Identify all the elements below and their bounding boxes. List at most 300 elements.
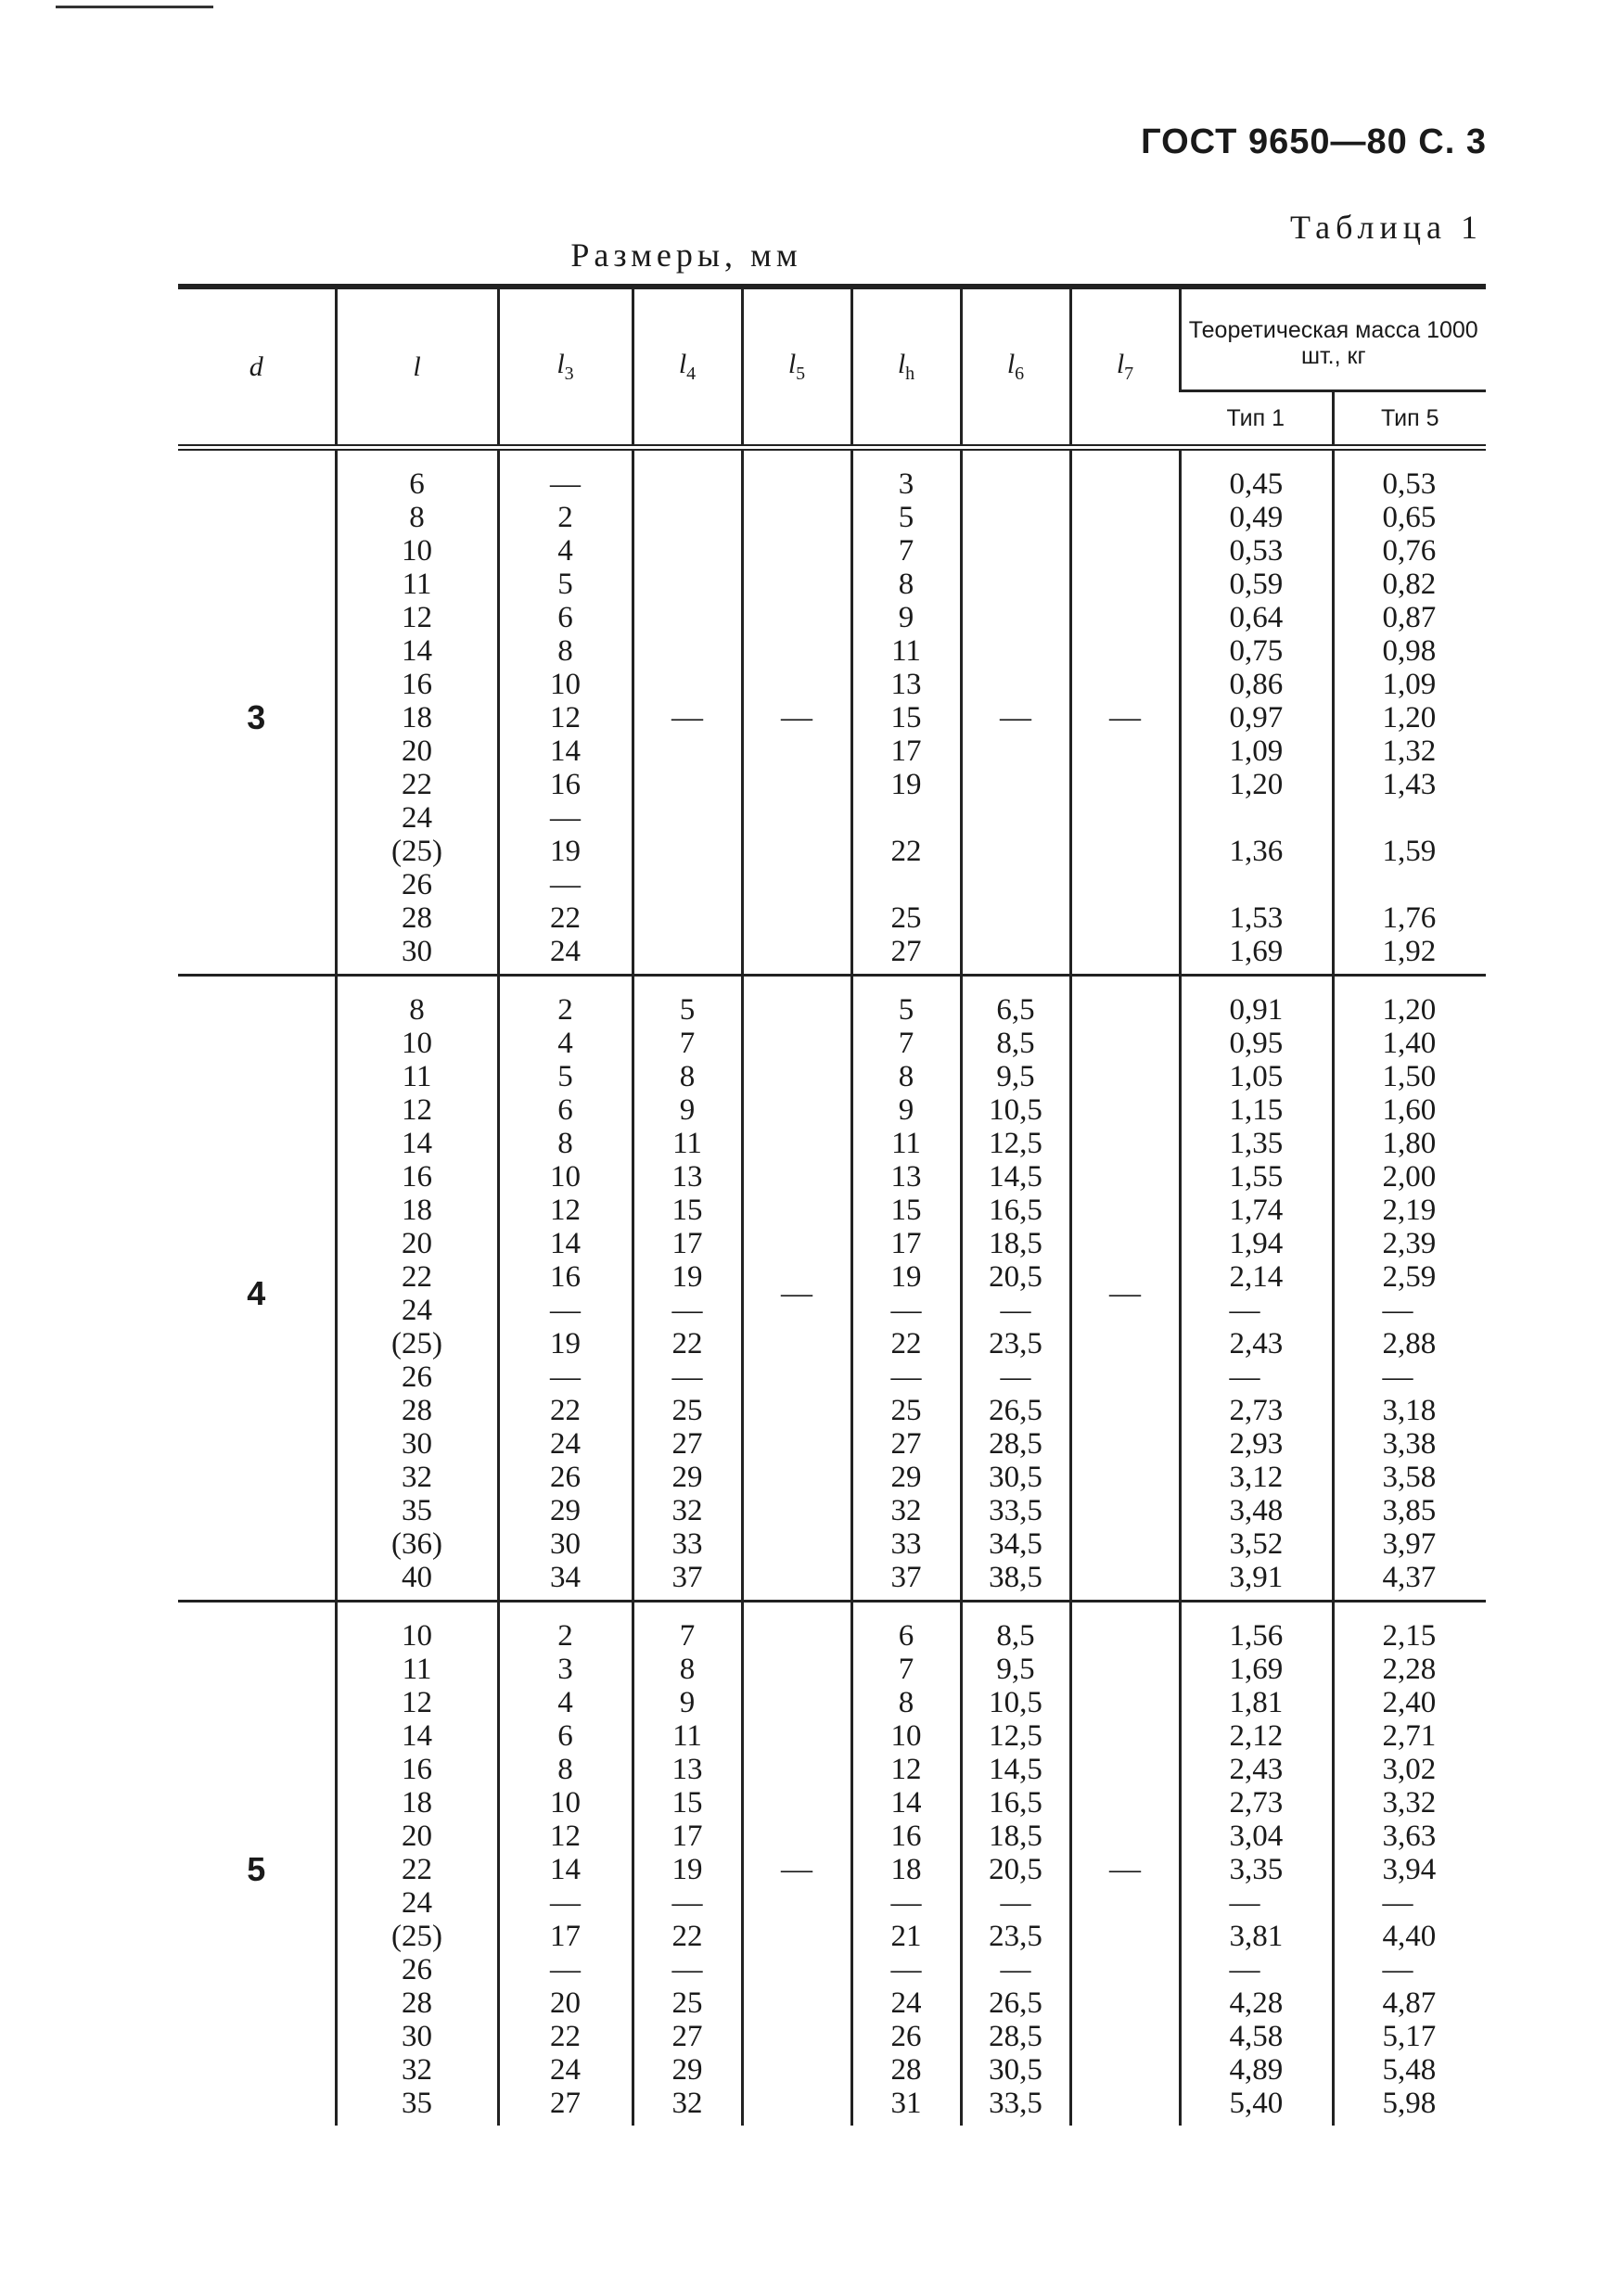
table-row <box>178 976 1486 1602</box>
cell-value: 5,98 <box>1382 2087 1437 2120</box>
cell-value: 10 <box>550 1160 581 1194</box>
cell-value: 27 <box>671 2020 703 2053</box>
cell-value: 3 <box>898 467 914 501</box>
cell-value: 1,59 <box>1382 835 1437 868</box>
cell-value: 3,32 <box>1382 1786 1437 1820</box>
cell-value: — <box>550 1360 581 1394</box>
cell-value: 1,09 <box>1229 734 1284 768</box>
cell-value: 0,53 <box>1229 534 1284 568</box>
cell-value: 17 <box>550 1920 581 1953</box>
cell-value: 17 <box>671 1820 703 1853</box>
cell-value: 2,19 <box>1382 1194 1437 1227</box>
cell-value: 8 <box>409 993 425 1027</box>
cell-value: 7 <box>898 534 914 568</box>
cell-value: 6 <box>898 1619 914 1653</box>
col-header-l4: $l_4$ <box>633 287 742 448</box>
cell-value: 19 <box>890 768 922 801</box>
cell-value: 1,53 <box>1229 901 1284 935</box>
cell-value: 27 <box>890 935 922 968</box>
cell-value: 5 <box>898 993 914 1027</box>
cell-value: 0,75 <box>1229 634 1284 668</box>
cell-value: 2 <box>557 501 573 534</box>
cell-value: — <box>1229 1953 1260 1986</box>
cell-value: 0,53 <box>1382 467 1437 501</box>
cell-value: 13 <box>671 1753 703 1786</box>
cell-value: 2,40 <box>1382 1686 1437 1719</box>
cell-d: 5 <box>178 1602 336 2126</box>
cell-value: 26,5 <box>989 1394 1042 1427</box>
cell-value: 9,5 <box>996 1653 1035 1686</box>
cell-value: 2,14 <box>1229 1260 1284 1294</box>
cell-value: 27 <box>890 1427 922 1461</box>
cell-value: 33,5 <box>989 2087 1042 2120</box>
cell-value: 2,12 <box>1229 1719 1284 1753</box>
cell-value: 22 <box>550 2020 581 2053</box>
cell-value: 2,88 <box>1382 1327 1437 1360</box>
cell-value: 15 <box>671 1786 703 1820</box>
cell-value: 24 <box>550 2053 581 2087</box>
cell-value: 29 <box>671 2053 703 2087</box>
cell-value: 0,64 <box>1229 601 1284 634</box>
cell-value: 26,5 <box>989 1986 1042 2020</box>
cell-value: 0,91 <box>1229 993 1284 1027</box>
cell-value: 6 <box>409 467 425 501</box>
cell-value: 19 <box>550 835 581 868</box>
cell-value: — <box>550 1886 581 1920</box>
cell-value: 8 <box>898 568 914 601</box>
cell-value: 19 <box>671 1853 703 1886</box>
cell-value: 29 <box>890 1461 922 1494</box>
cell-value: 11 <box>891 634 921 668</box>
cell-type5 <box>1333 976 1486 1602</box>
cell-value: 29 <box>671 1461 703 1494</box>
cell-value: 0,97 <box>1229 701 1284 734</box>
cell-value: 10,5 <box>989 1686 1042 1719</box>
cell-value: 3,48 <box>1229 1494 1284 1527</box>
cell-value: 18 <box>890 1853 922 1886</box>
cell-value: — <box>550 801 581 835</box>
cell-value: 28 <box>890 2053 922 2087</box>
cell-l4: — <box>633 448 742 976</box>
cell-value: 0,86 <box>1229 668 1284 701</box>
cell-value: 18,5 <box>989 1820 1042 1853</box>
cell-l5: — <box>742 1602 851 2126</box>
cell-value: 10 <box>402 534 432 568</box>
cell-value: 4,28 <box>1229 1986 1284 2020</box>
cell-value: 1,32 <box>1382 734 1437 768</box>
cell-value: 22 <box>550 1394 581 1427</box>
cell-value: 14 <box>402 1127 432 1160</box>
cell-value: 35 <box>402 1494 432 1527</box>
cell-value: 30 <box>402 935 432 968</box>
cell-value: 8 <box>679 1653 696 1686</box>
cell-value: 9 <box>679 1686 696 1719</box>
cell-value: 1,80 <box>1382 1127 1437 1160</box>
cell-value: 17 <box>890 1227 922 1260</box>
cell-value: 23,5 <box>989 1327 1042 1360</box>
cell-value: 22 <box>402 1260 432 1294</box>
cell-value: 0,87 <box>1382 601 1437 634</box>
cell-value: 1,56 <box>1229 1619 1284 1653</box>
cell-value: 2,15 <box>1382 1619 1437 1653</box>
cell-value: 2,39 <box>1382 1227 1437 1260</box>
cell-value: 24 <box>402 1886 432 1920</box>
cell-value: 24 <box>550 1427 581 1461</box>
col-header-type1: Тип 1 <box>1180 391 1333 448</box>
cell-value: 2,73 <box>1229 1786 1284 1820</box>
cell-value: 5 <box>898 501 914 534</box>
cell-value: 2 <box>557 993 573 1027</box>
cell-value: — <box>1382 1953 1413 1986</box>
cell-value: 8 <box>409 501 425 534</box>
cell-value: 2,73 <box>1229 1394 1284 1427</box>
cell-value: — <box>1000 1294 1031 1327</box>
cell-l4 <box>633 976 742 1602</box>
cell-value: 3,02 <box>1382 1753 1437 1786</box>
cell-value: 0,65 <box>1382 501 1437 534</box>
cell-value: 8 <box>557 1127 573 1160</box>
cell-value: 32 <box>402 1461 432 1494</box>
cell-value: 1,20 <box>1382 701 1437 734</box>
cell-value: — <box>550 1294 581 1327</box>
cell-value: 15 <box>890 1194 922 1227</box>
cell-value: 1,69 <box>1229 1653 1284 1686</box>
cell-value: 8 <box>679 1060 696 1093</box>
cell-type1 <box>1180 1602 1333 2126</box>
col-header-l6: $l_6$ <box>961 287 1070 448</box>
cell-value: 20,5 <box>989 1260 1042 1294</box>
cell-value: 22 <box>671 1920 703 1953</box>
cell-l6 <box>961 976 1070 1602</box>
cell-type1 <box>1180 448 1333 976</box>
cell-value: 24 <box>402 801 432 835</box>
cell-value: 18,5 <box>989 1227 1042 1260</box>
cell-value: 3,58 <box>1382 1461 1437 1494</box>
cell-l6 <box>961 1602 1070 2126</box>
cell-value: 7 <box>679 1027 696 1060</box>
cell-value: 14,5 <box>989 1753 1042 1786</box>
cell-value: 25 <box>671 1986 703 2020</box>
cell-value: 0,95 <box>1229 1027 1284 1060</box>
cell-value: 28,5 <box>989 2020 1042 2053</box>
cell-l3 <box>498 448 633 976</box>
cell-value: 12,5 <box>989 1719 1042 1753</box>
cell-value: 2,59 <box>1382 1260 1437 1294</box>
col-header-d: d <box>178 287 336 448</box>
cell-l6: — <box>961 448 1070 976</box>
cell-value: 2,43 <box>1229 1753 1284 1786</box>
cell-value: 40 <box>402 1561 432 1594</box>
cell-value: 2,28 <box>1382 1653 1437 1686</box>
cell-l7: — <box>1070 448 1180 976</box>
cell-value: 28,5 <box>989 1427 1042 1461</box>
cell-l <box>336 1602 498 2126</box>
cell-l3 <box>498 976 633 1602</box>
cell-value: 4,40 <box>1382 1920 1437 1953</box>
cell-value: 16 <box>890 1820 922 1853</box>
cell-value: 26 <box>402 1953 432 1986</box>
cell-value: 1,92 <box>1382 935 1437 968</box>
cell-value: 14 <box>550 734 581 768</box>
cell-value: (36) <box>391 1527 442 1561</box>
cell-value: 33,5 <box>989 1494 1042 1527</box>
cell-value: 6 <box>557 1093 573 1127</box>
cell-value: 3,63 <box>1382 1820 1437 1853</box>
cell-value: 38,5 <box>989 1561 1042 1594</box>
cell-l3 <box>498 1602 633 2126</box>
cell-value: — <box>890 1953 922 1986</box>
cell-value: 3,35 <box>1229 1853 1284 1886</box>
cell-value <box>853 868 960 901</box>
cell-type1 <box>1180 976 1333 1602</box>
cell-value: 17 <box>671 1227 703 1260</box>
cell-value: 4 <box>557 1686 573 1719</box>
cell-value: 2 <box>557 1619 573 1653</box>
cell-value: 26 <box>402 1360 432 1394</box>
cell-value: 32 <box>402 2053 432 2087</box>
cell-value: 6 <box>557 1719 573 1753</box>
cell-value: 23,5 <box>989 1920 1042 1953</box>
cell-value: 1,09 <box>1382 668 1437 701</box>
cell-value: 22 <box>550 901 581 935</box>
cell-value: — <box>1000 1953 1031 1986</box>
cell-value: 17 <box>890 734 922 768</box>
cell-value: 26 <box>890 2020 922 2053</box>
cell-lh <box>851 1602 961 2126</box>
cell-value: 1,74 <box>1229 1194 1284 1227</box>
cell-value: 10 <box>402 1619 432 1653</box>
cell-value: 19 <box>890 1260 922 1294</box>
cell-value: 9 <box>898 601 914 634</box>
cell-value: — <box>1229 1886 1260 1920</box>
cell-value: 28 <box>402 901 432 935</box>
cell-value: 6,5 <box>996 993 1035 1027</box>
cell-value: 30 <box>402 1427 432 1461</box>
cell-value: — <box>671 1886 703 1920</box>
cell-value: 30 <box>550 1527 581 1561</box>
cell-value: 1,15 <box>1229 1093 1284 1127</box>
cell-value: (25) <box>391 835 442 868</box>
cell-value: 8 <box>898 1060 914 1093</box>
cell-value: 32 <box>671 1494 703 1527</box>
cell-value: 10 <box>402 1027 432 1060</box>
cell-value: 16 <box>550 1260 581 1294</box>
cell-value: 4 <box>557 1027 573 1060</box>
cell-value: 37 <box>671 1561 703 1594</box>
cell-type5 <box>1333 448 1486 976</box>
cell-value: 20 <box>402 1227 432 1260</box>
cell-value: — <box>550 467 581 501</box>
cell-value: 11 <box>402 1060 432 1093</box>
cell-value: 7 <box>679 1619 696 1653</box>
cell-l5: — <box>742 448 851 976</box>
cell-value <box>1383 868 1487 901</box>
cell-value: — <box>671 1360 703 1394</box>
cell-value: — <box>671 1953 703 1986</box>
document-code: ГОСТ 9650—80 С. 3 <box>1141 122 1487 161</box>
cell-value: 3,81 <box>1229 1920 1284 1953</box>
cell-value: 2,93 <box>1229 1427 1284 1461</box>
cell-value: 8,5 <box>996 1619 1035 1653</box>
col-header-l3: $l_3$ <box>498 287 633 448</box>
cell-value: 0,82 <box>1382 568 1437 601</box>
cell-value: — <box>890 1360 922 1394</box>
table-body <box>178 448 1486 2126</box>
cell-value: 14 <box>550 1227 581 1260</box>
cell-value: 30 <box>402 2020 432 2053</box>
cell-value: (25) <box>391 1920 442 1953</box>
cell-value: 16 <box>402 1753 432 1786</box>
cell-value: 19 <box>671 1260 703 1294</box>
cell-value: 18 <box>402 1786 432 1820</box>
cell-value: 2,43 <box>1229 1327 1284 1360</box>
cell-value: 9 <box>679 1093 696 1127</box>
cell-value: 3,91 <box>1229 1561 1284 1594</box>
cell-value: 12,5 <box>989 1127 1042 1160</box>
table-row <box>178 1602 1486 2126</box>
cell-value: 16 <box>402 1160 432 1194</box>
cell-value: 2,71 <box>1382 1719 1437 1753</box>
cell-value: 7 <box>898 1653 914 1686</box>
cell-value: 33 <box>890 1527 922 1561</box>
cell-value: 3,97 <box>1382 1527 1437 1561</box>
cell-value: 4,89 <box>1229 2053 1284 2087</box>
cell-value: — <box>1000 1886 1031 1920</box>
cell-value: — <box>550 868 581 901</box>
cell-value: 26 <box>402 868 432 901</box>
cell-l <box>336 976 498 1602</box>
cell-value: 31 <box>890 2087 922 2120</box>
cell-value: 16 <box>402 668 432 701</box>
cell-value: (25) <box>391 1327 442 1360</box>
cell-value: — <box>1382 1294 1413 1327</box>
cell-value: 1,81 <box>1229 1686 1284 1719</box>
cell-value: 14 <box>550 1853 581 1886</box>
cell-value: — <box>1382 1886 1413 1920</box>
cell-value: 3,94 <box>1382 1853 1437 1886</box>
cell-value: 1,36 <box>1229 835 1284 868</box>
cell-value: 22 <box>671 1327 703 1360</box>
cell-value: 12 <box>402 1686 432 1719</box>
cell-value: 3,85 <box>1382 1494 1437 1527</box>
cell-value: 1,43 <box>1382 768 1437 801</box>
cell-value: 1,94 <box>1229 1227 1284 1260</box>
cell-value: 14 <box>890 1786 922 1820</box>
cell-value: 12 <box>402 1093 432 1127</box>
cell-value: 4,37 <box>1382 1561 1437 1594</box>
cell-value: 5 <box>557 1060 573 1093</box>
cell-value: 32 <box>671 2087 703 2120</box>
cell-value: 8 <box>898 1686 914 1719</box>
cell-value: 14,5 <box>989 1160 1042 1194</box>
cell-type5 <box>1333 1602 1486 2126</box>
cell-value: 37 <box>890 1561 922 1594</box>
cell-value: — <box>890 1886 922 1920</box>
cell-value: 5 <box>557 568 573 601</box>
cell-value: 22 <box>402 768 432 801</box>
cell-value: 33 <box>671 1527 703 1561</box>
cell-value: 34,5 <box>989 1527 1042 1561</box>
cell-value <box>1230 801 1332 835</box>
cell-value: 8 <box>557 1753 573 1786</box>
cell-value: 12 <box>550 1194 581 1227</box>
cell-value: 20 <box>402 734 432 768</box>
cell-value: 24 <box>402 1294 432 1327</box>
cell-value: 9,5 <box>996 1060 1035 1093</box>
col-header-lh: $l_h$ <box>851 287 961 448</box>
cell-value: 30,5 <box>989 2053 1042 2087</box>
cell-value: 25 <box>890 1394 922 1427</box>
cell-value: 12 <box>402 601 432 634</box>
cell-value: 18 <box>402 1194 432 1227</box>
cell-value: 35 <box>402 2087 432 2120</box>
cell-value: 22 <box>890 1327 922 1360</box>
cell-value: 7 <box>898 1027 914 1060</box>
cell-value: 13 <box>671 1160 703 1194</box>
cell-l7: — <box>1070 1602 1180 2126</box>
cell-value: 30,5 <box>989 1461 1042 1494</box>
cell-value: 4 <box>557 534 573 568</box>
cell-value: 16,5 <box>989 1786 1042 1820</box>
cell-value: 20,5 <box>989 1853 1042 1886</box>
cell-value: 1,35 <box>1229 1127 1284 1160</box>
cell-value: 3,04 <box>1229 1820 1284 1853</box>
cell-value: 1,69 <box>1229 935 1284 968</box>
cell-value: 28 <box>402 1394 432 1427</box>
cell-value: 24 <box>550 935 581 968</box>
cell-value: 6 <box>557 601 573 634</box>
cell-d: 3 <box>247 698 266 736</box>
cell-value: 0,76 <box>1382 534 1437 568</box>
cell-value: 18 <box>402 701 432 734</box>
cell-value: 1,40 <box>1382 1027 1437 1060</box>
cell-value: 1,20 <box>1229 768 1284 801</box>
cell-value: 13 <box>890 1160 922 1194</box>
cell-value: 5 <box>679 993 696 1027</box>
cell-value: 27 <box>550 2087 581 2120</box>
cell-value: — <box>1382 1360 1413 1394</box>
cell-value: 15 <box>890 701 922 734</box>
cell-value: 4,87 <box>1382 1986 1437 2020</box>
cell-value: 16,5 <box>989 1194 1042 1227</box>
cell-value: 2,00 <box>1382 1160 1437 1194</box>
cell-value: 11 <box>891 1127 921 1160</box>
scan-edge-mark <box>56 6 213 8</box>
cell-l7: — <box>1070 976 1180 1602</box>
cell-l <box>336 448 498 976</box>
cell-value: 29 <box>550 1494 581 1527</box>
cell-value: 11 <box>672 1719 702 1753</box>
cell-value <box>1230 868 1332 901</box>
cell-value: 3,18 <box>1382 1394 1437 1427</box>
col-header-l7: $l_7$ <box>1070 287 1180 448</box>
cell-value: 5,48 <box>1382 2053 1437 2087</box>
col-header-l5: $l_5$ <box>742 287 851 448</box>
cell-value: 15 <box>671 1194 703 1227</box>
cell-value: 25 <box>671 1394 703 1427</box>
cell-value: 12 <box>550 1820 581 1853</box>
cell-value: 19 <box>550 1327 581 1360</box>
cell-value: 13 <box>890 668 922 701</box>
cell-value: 0,49 <box>1229 501 1284 534</box>
cell-value: 1,20 <box>1382 993 1437 1027</box>
cell-value: 32 <box>890 1494 922 1527</box>
cell-d: 4 <box>178 976 336 1602</box>
cell-value: 11 <box>402 1653 432 1686</box>
cell-value: 11 <box>402 568 432 601</box>
cell-value: 22 <box>402 1853 432 1886</box>
cell-value: 10,5 <box>989 1093 1042 1127</box>
